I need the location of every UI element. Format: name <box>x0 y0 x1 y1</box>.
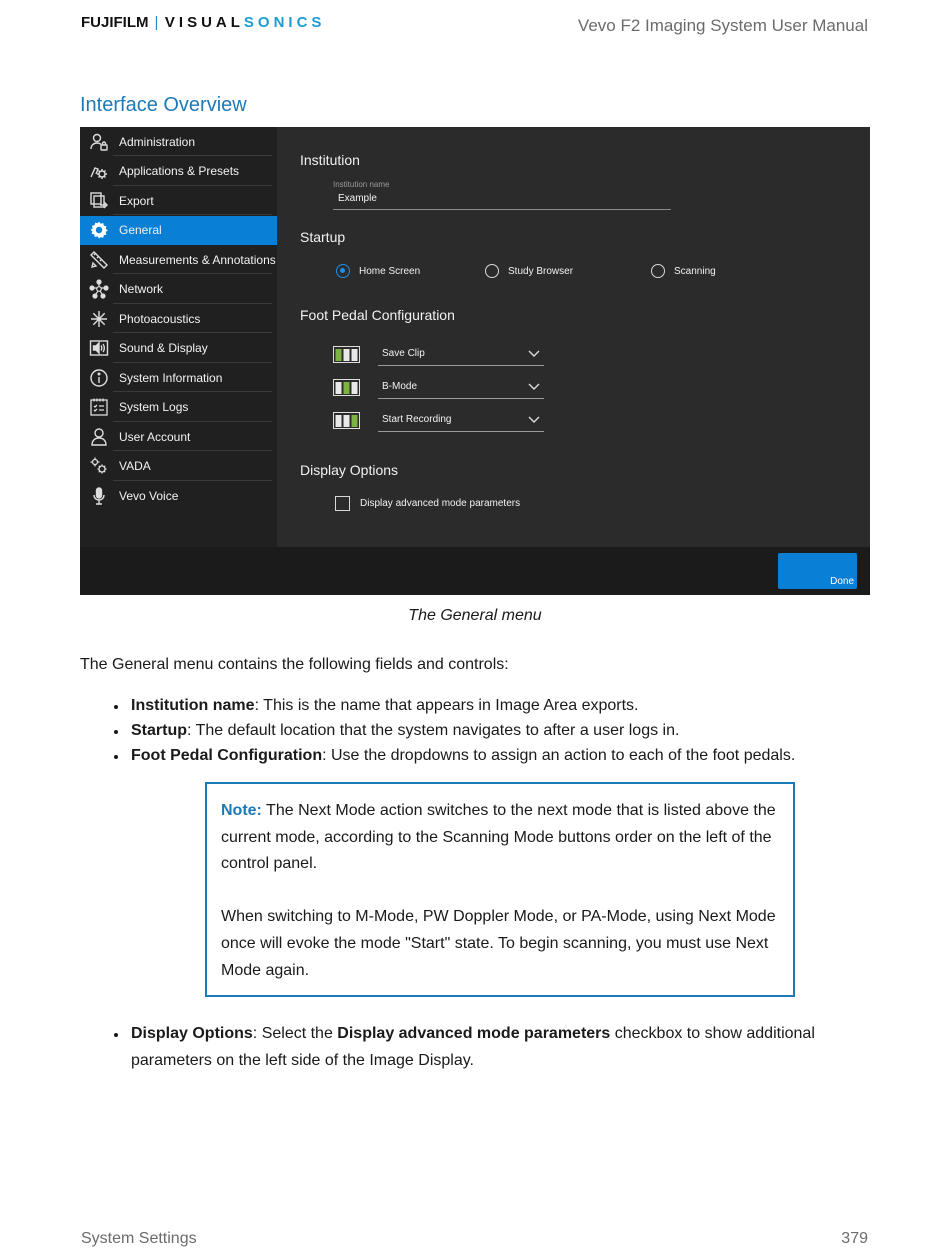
network-icon <box>88 278 110 300</box>
pedal-middle-dropdown[interactable] <box>378 376 544 399</box>
bottom-bar <box>80 547 870 595</box>
export-icon <box>88 190 110 212</box>
sidebar-item-label: Vevo Voice <box>119 488 179 503</box>
list-item <box>110 693 870 718</box>
radio-unselected-icon <box>485 264 499 278</box>
advanced-mode-checkbox[interactable] <box>335 496 520 511</box>
bullet-text: : This is the name that appears in Image Area exports. <box>254 697 639 714</box>
dropdown-value: Save Clip <box>382 348 425 359</box>
bullet-term: Display Options <box>131 1025 253 1042</box>
sidebar-item-system-information[interactable] <box>80 363 277 392</box>
checkbox-label: Display advanced mode parameters <box>360 498 521 509</box>
dropdown-value: Start Recording <box>382 414 452 425</box>
radio-scanning[interactable] <box>651 264 716 278</box>
bullet-term: Startup <box>131 722 187 739</box>
note-label: Note: <box>221 802 262 819</box>
bullet-term: Institution name <box>131 697 255 714</box>
startup-heading: Startup <box>300 229 346 245</box>
sidebar-item-label: Export <box>119 193 154 208</box>
chevron-down-icon <box>528 381 540 391</box>
foot-pedal-right-icon <box>333 411 360 429</box>
institution-heading: Institution <box>300 152 360 168</box>
sidebar-item-system-logs[interactable] <box>80 393 277 422</box>
sidebar-item-label: Administration <box>119 134 196 149</box>
sidebar-item-vada[interactable] <box>80 452 277 481</box>
sidebar-item-measurements-annotations[interactable] <box>80 245 277 274</box>
radio-label: Home Screen <box>359 265 421 277</box>
ruler-pencil-icon <box>88 249 110 271</box>
sidebar-item-label: General <box>119 223 162 237</box>
radio-study-browser[interactable] <box>485 264 573 278</box>
pedal-row-middle <box>333 376 545 398</box>
sidebar-item-label: Photoacoustics <box>119 311 201 326</box>
done-button[interactable] <box>778 553 857 589</box>
sidebar-item-general[interactable] <box>80 216 277 245</box>
pedal-row-right <box>333 409 545 431</box>
logo-sonics: SONICS <box>243 14 326 31</box>
section-title: Interface Overview <box>80 94 247 116</box>
logo-fujifilm: FUJIFILM <box>81 14 149 31</box>
sidebar-item-label: Network <box>119 282 164 296</box>
radio-selected-icon <box>336 264 350 278</box>
sidebar-item-sound-display[interactable] <box>80 334 277 363</box>
foot-pedal-middle-icon <box>333 378 360 396</box>
sidebar-item-user-account[interactable] <box>80 422 277 451</box>
foot-pedal-heading: Foot Pedal Configuration <box>300 307 455 323</box>
bullet-term-2: Display advanced mode parameters <box>337 1025 611 1042</box>
sidebar-item-network[interactable] <box>80 275 277 304</box>
photoacoustics-icon <box>88 308 110 330</box>
bullet-text: : Select the <box>252 1025 338 1042</box>
radio-label: Scanning <box>674 265 716 277</box>
footer-section: System Settings <box>81 1230 197 1247</box>
chevron-down-icon <box>528 414 540 424</box>
sidebar-item-label: Measurements & Annotations <box>119 252 276 267</box>
sidebar-item-label: System Information <box>119 370 223 385</box>
pedal-row-left <box>333 343 545 365</box>
brand-logo <box>81 14 325 31</box>
radio-home-screen[interactable] <box>336 264 420 278</box>
pedal-left-dropdown[interactable] <box>378 343 544 366</box>
bullet-list-2 <box>110 1021 870 1074</box>
sidebar-item-photoacoustics[interactable] <box>80 304 277 333</box>
done-button-label: Done <box>830 576 854 587</box>
info-icon <box>88 367 110 389</box>
sidebar-item-export[interactable] <box>80 186 277 215</box>
vada-icon <box>88 455 110 477</box>
page-number: 379 <box>841 1230 868 1247</box>
institution-name-label: Institution name <box>333 180 390 189</box>
radio-unselected-icon <box>651 264 665 278</box>
sidebar-item-vevo-voice[interactable] <box>80 481 277 510</box>
sidebar-item-label: User Account <box>119 429 191 444</box>
bullet-text: : Use the dropdowns to assign an action to each of the foot pedals. <box>322 747 796 764</box>
note-paragraph-1 <box>221 798 779 878</box>
user-lock-icon <box>88 131 110 153</box>
general-menu-screenshot <box>80 127 870 595</box>
list-item <box>110 718 870 743</box>
sidebar-item-label: Sound & Display <box>119 341 208 355</box>
checkbox-unchecked-icon <box>335 496 350 511</box>
microphone-icon <box>88 485 110 507</box>
sidebar-item-label: VADA <box>119 459 151 473</box>
bullet-text-2: checkbox to show additional parameters on the left side of the Image Display. <box>131 1025 815 1069</box>
logs-icon <box>88 396 110 418</box>
gear-icon <box>88 219 110 241</box>
intro-paragraph: The General menu contains the following fields and controls: <box>80 656 509 673</box>
sidebar-item-label: Applications & Presets <box>119 164 240 178</box>
note-text-2: When switching to M-Mode, PW Doppler Mode, or PA-Mode, using Next Mode once will evoke the mode "Start" state. To begin scanning, you must use Next Mode again. <box>221 908 776 979</box>
foot-pedal-left-icon <box>333 345 360 363</box>
pedal-right-dropdown[interactable] <box>378 409 544 432</box>
dropdown-value: B-Mode <box>382 381 418 392</box>
radio-label: Study Browser <box>508 265 574 277</box>
sidebar-item-applications-presets[interactable] <box>80 157 277 186</box>
input-underline <box>333 209 671 210</box>
figure-caption: The General menu <box>408 607 542 624</box>
logo-visual: VISUAL <box>164 14 244 31</box>
bullet-term: Foot Pedal Configuration <box>131 747 323 764</box>
user-icon <box>88 426 110 448</box>
bullet-text: : The default location that the system navigates to after a user logs in. <box>187 722 680 739</box>
list-item <box>110 743 870 768</box>
note-text-1: The Next Mode action switches to the next mode that is listed above the current mode, according to the Scanning Mode buttons order on the left of the control panel. <box>221 802 776 873</box>
chevron-down-icon <box>528 348 540 358</box>
institution-name-input[interactable]: Example <box>338 193 377 204</box>
note-box <box>205 782 795 997</box>
sidebar-item-label: System Logs <box>119 400 189 414</box>
document-title: Vevo F2 Imaging System User Manual <box>577 16 868 35</box>
settings-sidebar <box>80 127 277 547</box>
list-item <box>110 1021 870 1074</box>
display-options-heading: Display Options <box>300 462 399 478</box>
hand-gear-icon <box>88 160 110 182</box>
logo-separator: | <box>154 14 159 31</box>
sidebar-item-administration[interactable] <box>80 127 277 156</box>
speaker-icon <box>88 337 110 359</box>
bullet-list <box>110 693 870 768</box>
